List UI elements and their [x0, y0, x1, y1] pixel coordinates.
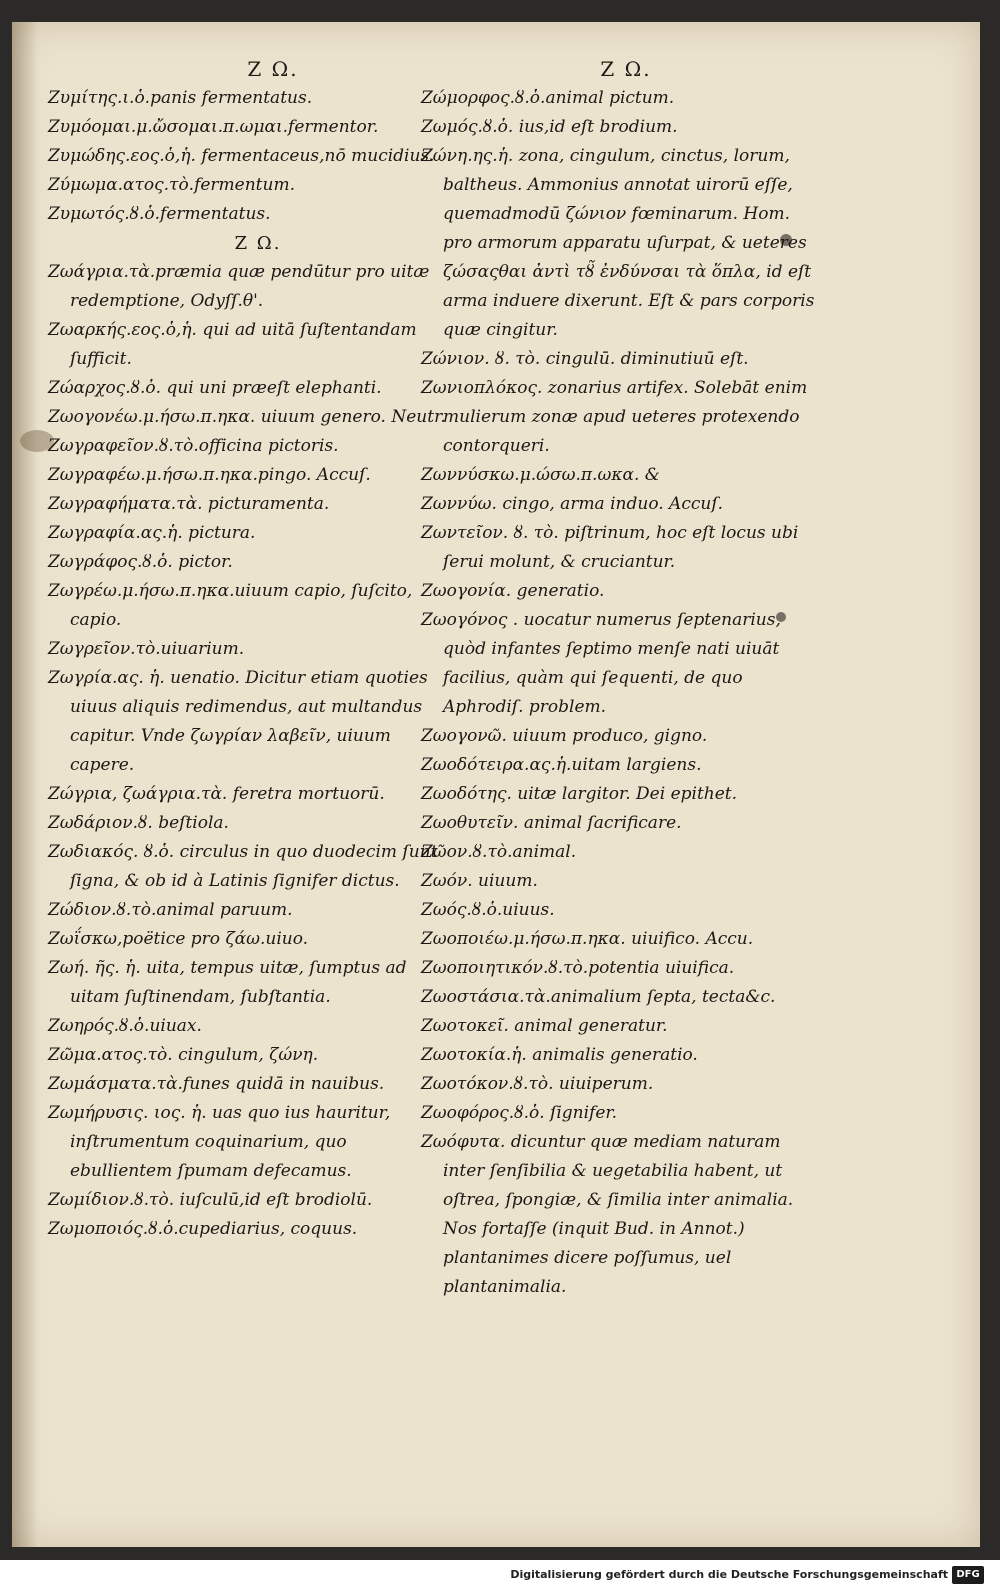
dictionary-entry: Ζώνη.ης.ἡ. zona, cingulum, cinctus, lorum, baltheus. Ammonius annotat uirorū eſſe, quemadmodū ζώνιον fœminarum. Hom. pro armorum apparatu uſurpat, & ueteres ζώσαςθαι ἀντὶ τȣ̃ ἐνδύνσαι τὰ ὅπλα, id eſt arma induere dixerunt. Eſt & pars corporis quæ cingitur. — [421, 146, 815, 340]
dictionary-entry: Ζωός.ȣ.ὁ.uiuus. — [421, 900, 555, 920]
dictionary-entry: Ζώνιον. ȣ. τὸ. cingulū. diminutiuū eſt. — [421, 349, 749, 369]
dictionary-entry: Ζωγράφος.ȣ.ὁ. pictor. — [48, 552, 233, 572]
dictionary-entry: Ζωοτοκεῖ. animal generatur. — [421, 1016, 668, 1036]
dictionary-entry: Ζωοστάσια.τὰ.animalium ſepta, tecta&c. — [421, 987, 776, 1007]
dictionary-entry: Ζωγρέω.μ.ήσω.π.ηκα.uiuum capio, ſuſcito, capio. — [48, 581, 413, 630]
dictionary-entry: Ζωγραφέω.μ.ήσω.π.ηκα.pingo. Accuſ. — [48, 465, 371, 485]
dictionary-entry: Ζωαρκής.εος.ὁ,ἡ. qui ad uitā ſuſtentandam ſufficit. — [48, 320, 417, 369]
dictionary-entry: Ζωηρός.ȣ.ὁ.uiuax. — [48, 1016, 202, 1036]
dictionary-entry: Ζωγραφήματα.τὰ. picturamenta. — [48, 494, 330, 514]
running-head-right: Z Ω. — [600, 57, 652, 81]
dictionary-entry: Ζωοδότειρα.ας.ἡ.uitam largiens. — [421, 755, 702, 775]
dictionary-entry: Ζωμάσματα.τὰ.funes quidā in nauibus. — [48, 1074, 385, 1094]
dictionary-entry: Ζῶον.ȣ.τὸ.animal. — [421, 842, 577, 862]
dictionary-entry: Ζωδιακός. ȣ.ὁ. circulus in quo duodecim ſunt ſigna, & ob id à Latinis ſignifer dictus. — [48, 842, 438, 891]
dictionary-entry: Ζωάγρια.τὰ.præmia quæ pendūtur pro uitæ redemptione, Odyſſ.θ'. — [48, 262, 430, 311]
dictionary-entry: Ζωοφόρος.ȣ.ὁ. ſignifer. — [421, 1103, 618, 1123]
dictionary-entry: Ζωοθυτεῖν. animal ſacrificare. — [421, 813, 682, 833]
dictionary-entry: Ζωγρεῖον.τὸ.uiuarium. — [48, 639, 245, 659]
dictionary-entry: Ζώαρχος.ȣ.ὁ. qui uni præeſt elephanti. — [48, 378, 382, 398]
dictionary-entry: Ζωοδότης. uitæ largitor. Dei epithet. — [421, 784, 738, 804]
page-gutter-shadow — [12, 22, 38, 1547]
dictionary-entry: Ζώδιον.ȣ.τὸ.animal paruum. — [48, 900, 293, 920]
dictionary-entry: Ζυμίτης.ι.ὁ.panis fermentatus. — [48, 88, 313, 108]
dictionary-entry: Ζωμός.ȣ.ὁ. ius,id eſt brodium. — [421, 117, 678, 137]
dictionary-entry: Ζωννύω. cingo, arma induo. Accuſ. — [421, 494, 724, 514]
running-head-left: Z Ω. — [247, 57, 299, 81]
dictionary-entry: Ζωγραφία.ας.ἡ. pictura. — [48, 523, 256, 543]
dictionary-entry: Ζωνιοπλόκος. zonarius artifex. Solebāt enim mulierum zonæ apud ueteres protexendo contorqueri. — [421, 378, 808, 456]
dictionary-entry: Ζυμόομαι.μ.ὤσομαι.π.ωμαι.fermentor. — [48, 117, 379, 137]
dictionary-entry: Ζύμωμα.ατος.τὸ.fermentum. — [48, 175, 295, 195]
dictionary-entry: Ζυμωτός.ȣ.ὁ.fermentatus. — [48, 204, 271, 224]
dictionary-entry: Ζωΐσκω,poëtice pro ζάω.uiuo. — [48, 929, 309, 949]
dictionary-entry: Ζωννύσκω.μ.ώσω.π.ωκα. & — [421, 465, 660, 485]
dictionary-entry: Ζωντεῖον. ȣ. τὸ. piſtrinum, hoc eſt locus ubi ſerui molunt, & cruciantur. — [421, 523, 799, 572]
dictionary-entry: Ζώγρια, ζωάγρια.τὰ. feretra mortuorū. — [48, 784, 385, 804]
dictionary-entry: Ζωοτοκία.ἡ. animalis generatio. — [421, 1045, 698, 1065]
dictionary-entry: Ζωοποιητικόν.ȣ.τὸ.potentia uiuifica. — [421, 958, 735, 978]
dictionary-entry: Ζωή. ῆς. ἡ. uita, tempus uitæ, ſumptus ad uitam ſuſtinendam, ſubſtantia. — [48, 958, 407, 1007]
funding-credit: Digitalisierung gefördert durch die Deutsche Forschungsgemeinschaft — [510, 1568, 948, 1581]
dictionary-entry: Ζωμήρυσις. ιος. ἡ. uas quo ius hauritur, inſtrumentum coquinarium, quo ebullientem ſpumam defecamus. — [48, 1103, 391, 1181]
dictionary-entry: Ζωογονῶ. uiuum produco, gigno. — [421, 726, 708, 746]
dictionary-entry: Ζωόν. uiuum. — [421, 871, 538, 891]
dictionary-entry: Ζωγρία.ας. ἡ. uenatio. Dicitur etiam quoties uiuus aliquis redimendus, aut multandus capitur. Vnde ζωγρίαν λαβεῖν, uiuum capere. — [48, 668, 428, 775]
dictionary-entry: Ζυμώδης.εος.ὁ,ἡ. fermentaceus,nō mucidius. — [48, 146, 435, 166]
dictionary-entry: Ζωμοποιός.ȣ.ὁ.cupediarius, coquus. — [48, 1219, 358, 1239]
dictionary-entry: Ζῶμα.ατος.τὸ. cingulum, ζώνη. — [48, 1045, 319, 1065]
dictionary-entry: Ζωογόνος . uocatur numerus ſeptenarius, quòd infantes ſeptimo menſe nati uiuāt facilius, quàm qui ſequenti, de quo Aphrodiſ. problem. — [421, 610, 781, 717]
dictionary-entry: Ζωοποιέω.μ.ήσω.π.ηκα. uiuifico. Accu. — [421, 929, 754, 949]
dictionary-entry: Ζωόφυτα. dicuntur quæ mediam naturam inter ſenſibilia & uegetabilia habent, ut oſtrea, ſpongiæ, & ſimilia inter animalia. Nos fortaſſe (inquit Bud. in Annot.) plantanimes dicere poſſumus, uel plantanimalia. — [421, 1132, 794, 1297]
footer-bar — [0, 1560, 1000, 1592]
dictionary-entry: Ζωογονέω.μ.ήσω.π.ηκα. uiuum genero. Neutr. — [48, 407, 446, 427]
dictionary-entry: Ζωογονία. generatio. — [421, 581, 605, 601]
dictionary-entry: Ζωγραφεῖον.ȣ.τὸ.officina pictoris. — [48, 436, 339, 456]
dfg-logo: DFG — [952, 1566, 984, 1584]
section-heading: Z Ω. — [234, 233, 282, 254]
right-column — [421, 54, 821, 1302]
dictionary-entry: Ζωδάριον.ȣ. beſtiola. — [48, 813, 229, 833]
dictionary-entry: Ζώμορφος.ȣ.ὁ.animal pictum. — [421, 88, 675, 108]
left-column — [48, 54, 448, 1244]
dictionary-entry: Ζωοτόκον.ȣ.τὸ. uiuiperum. — [421, 1074, 654, 1094]
dictionary-entry: Ζωμίδιον.ȣ.τὸ. iuſculū,id eſt brodiolū. — [48, 1190, 373, 1210]
